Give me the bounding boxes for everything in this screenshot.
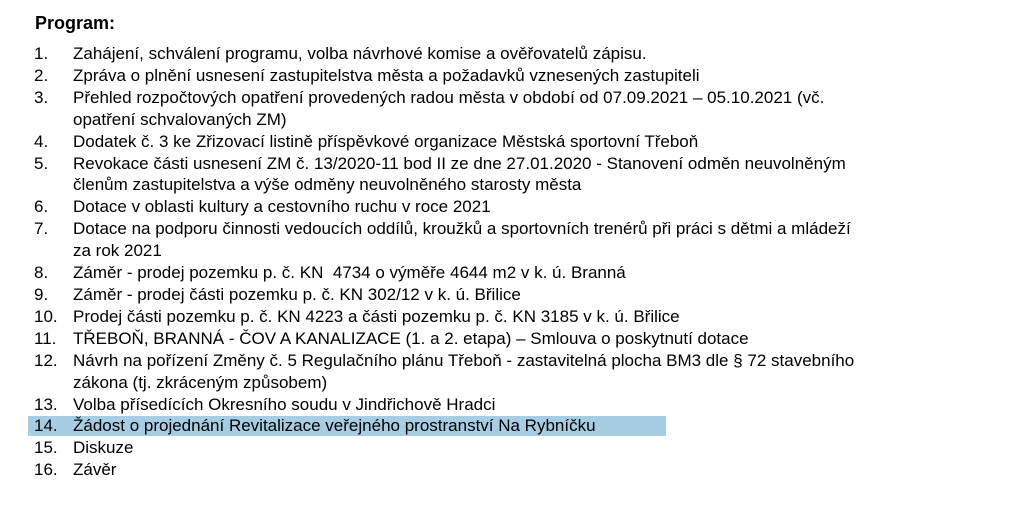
agenda-item-12 bbox=[0, 350, 1024, 394]
item-text-continuation: zákona (tj. zkráceným způsobem) bbox=[73, 372, 328, 392]
agenda-item-1 bbox=[0, 43, 1024, 65]
item-number: 5. bbox=[34, 153, 49, 173]
item-text: Žádost o projednání Revitalizace veřejného prostranství Na Rybníčku bbox=[73, 416, 596, 436]
item-text-continuation: opatření schvalovaných ZM) bbox=[73, 109, 287, 129]
item-number: 3. bbox=[34, 87, 49, 107]
agenda-item-15 bbox=[0, 437, 1024, 459]
item-text: Volba přísedících Okresního soudu v Jindřichově Hradci bbox=[73, 394, 496, 414]
item-text: Návrh na pořízení Změny č. 5 Regulačního plánu Třeboň - zastavitelná plocha BM3 dle § 72 stavebního bbox=[73, 350, 855, 370]
item-number: 1. bbox=[34, 44, 49, 63]
item-text: Revokace části usnesení ZM č. 13/2020-11 bod II ze dne 27.01.2020 - Stanovení odměn neuvolněným bbox=[73, 153, 846, 173]
agenda-item-3 bbox=[0, 87, 1024, 131]
item-text: Dotace na podporu činnosti vedoucích oddílů, kroužků a sportovních trenérů při práci s dětmi a mládeží bbox=[73, 219, 851, 239]
agenda-item-16 bbox=[0, 459, 1024, 481]
item-number: 10. bbox=[34, 306, 58, 326]
item-text-continuation: za rok 2021 bbox=[73, 241, 162, 261]
agenda-item-14-highlighted bbox=[0, 415, 1024, 437]
item-text-continuation: členům zastupitelstva a výše odměny neuvolněného starosty města bbox=[73, 175, 582, 195]
item-number: 8. bbox=[34, 263, 49, 283]
agenda-item-10 bbox=[0, 306, 1024, 328]
agenda-item-7 bbox=[0, 218, 1024, 262]
item-text: Dodatek č. 3 ke Zřizovací listině příspěvkové organizace Městská sportovní Třeboň bbox=[73, 131, 699, 151]
item-text: Přehled rozpočtových opatření provedených radou města v období od 07.09.2021 – 05.10.2021 (vč. bbox=[73, 87, 825, 107]
item-number: 4. bbox=[34, 131, 49, 151]
item-number: 6. bbox=[34, 197, 49, 217]
item-number: 9. bbox=[34, 284, 49, 304]
agenda-item-4 bbox=[0, 131, 1024, 153]
program-heading: Program: bbox=[35, 13, 116, 33]
agenda-list bbox=[0, 43, 1024, 481]
item-text: Záměr - prodej pozemku p. č. KN 4734 o výměře 4644 m2 v k. ú. Branná bbox=[73, 263, 626, 283]
agenda-item-5 bbox=[0, 153, 1024, 197]
agenda-item-11 bbox=[0, 328, 1024, 350]
agenda-item-13 bbox=[0, 394, 1024, 416]
item-number: 14. bbox=[34, 416, 58, 436]
item-number: 15. bbox=[34, 438, 58, 458]
item-text: TŘEBOŇ, BRANNÁ - ČOV A KANALIZACE (1. a 2. etapa) – Smlouva o poskytnutí dotace bbox=[73, 328, 749, 348]
agenda-item-6 bbox=[0, 196, 1024, 218]
item-text: Záměr - prodej části pozemku p. č. KN 302/12 v k. ú. Břilice bbox=[73, 284, 521, 304]
item-number: 2. bbox=[34, 65, 49, 85]
item-text: Zahájení, schválení programu, volba návrhové komise a ověřovatelů zápisu. bbox=[73, 44, 647, 63]
item-text: Diskuze bbox=[73, 438, 134, 458]
item-text: Dotace v oblasti kultury a cestovního ruchu v roce 2021 bbox=[73, 197, 491, 217]
agenda-item-2 bbox=[0, 65, 1024, 87]
agenda-item-8 bbox=[0, 262, 1024, 284]
item-number: 16. bbox=[34, 460, 58, 480]
item-text: Zpráva o plnění usnesení zastupitelstva města a požadavků vznesených zastupiteli bbox=[73, 65, 700, 85]
item-number: 13. bbox=[34, 394, 58, 414]
item-text: Závěr bbox=[73, 460, 117, 480]
item-number: 11. bbox=[34, 328, 57, 348]
agenda-item-9 bbox=[0, 284, 1024, 306]
item-number: 12. bbox=[34, 350, 58, 370]
item-number: 7. bbox=[34, 219, 49, 239]
item-text: Prodej části pozemku p. č. KN 4223 a části pozemku p. č. KN 3185 v k. ú. Břilice bbox=[73, 306, 680, 326]
